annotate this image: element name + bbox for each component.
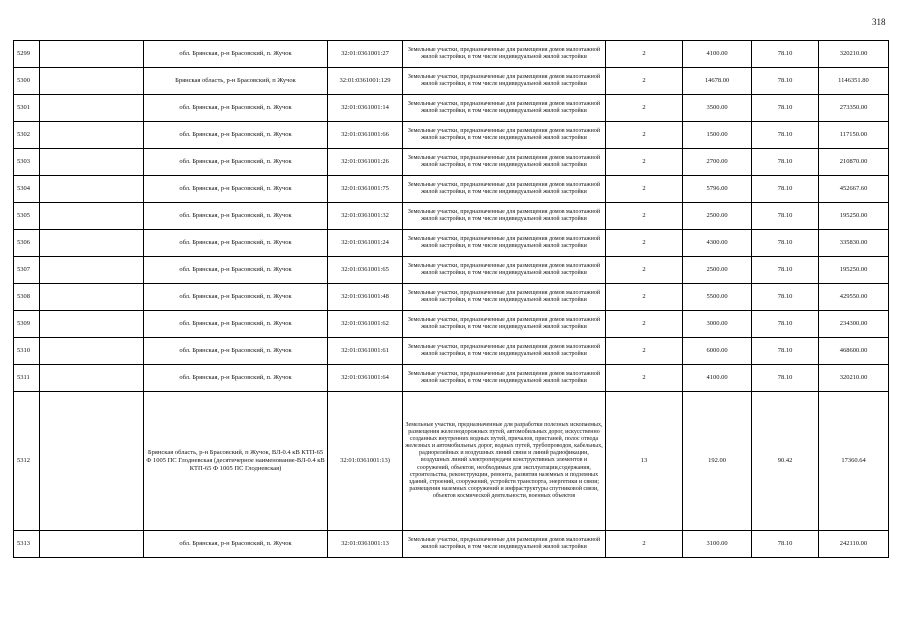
group-cell: 2 <box>606 203 683 230</box>
group-cell: 2 <box>606 311 683 338</box>
blank-cell <box>40 392 144 531</box>
cadastral-value-cell: 468600.00 <box>819 338 889 365</box>
group-cell: 2 <box>606 149 683 176</box>
group-cell: 2 <box>606 531 683 558</box>
area-cell: 4100.00 <box>683 365 752 392</box>
address-cell: обл. Брянская, р-н Брасовский, п. Жучок <box>144 41 328 68</box>
cadastral-number-cell: 32:01:0361001:24 <box>328 230 403 257</box>
area-cell: 4300.00 <box>683 230 752 257</box>
table-row <box>14 149 889 176</box>
cadastral-number-cell: 32:01:0361001:75 <box>328 176 403 203</box>
unit-value-cell: 78.10 <box>752 149 819 176</box>
address-cell: обл. Брянская, р-н Брасовский, п. Жучок <box>144 149 328 176</box>
land-use-cell: Земельные участки, предназначенные для размещения домов малоэтажной жилой застройки, в том числе индивидуальной жилой застройки <box>403 176 606 203</box>
address-cell: обл. Брянская, р-н Брасовский, п. Жучок <box>144 95 328 122</box>
table-row <box>14 68 889 95</box>
blank-cell <box>40 95 144 122</box>
address-cell: обл. Брянская, р-н Брасовский, п. Жучок <box>144 338 328 365</box>
address-cell: обл. Брянская, р-н Брасовский, п. Жучок <box>144 257 328 284</box>
address-cell: обл. Брянская, р-н Брасовский, п. Жучок <box>144 203 328 230</box>
area-cell: 3000.00 <box>683 311 752 338</box>
land-use-cell: Земельные участки, предназначенные для размещения домов малоэтажной жилой застройки, в том числе индивидуальной жилой застройки <box>403 338 606 365</box>
cadastral-number-cell: 32:01:0361001:64 <box>328 365 403 392</box>
cadastral-number-cell: 32:01:0361001:66 <box>328 122 403 149</box>
page-number: 318 <box>872 17 886 27</box>
land-use-cell: Земельные участки, предназначенные для размещения домов малоэтажной жилой застройки, в том числе индивидуальной жилой застройки <box>403 230 606 257</box>
table-row <box>14 122 889 149</box>
cadastral-value-cell: 1146351.80 <box>819 68 889 95</box>
table-row <box>14 392 889 531</box>
group-cell: 2 <box>606 365 683 392</box>
table-row <box>14 365 889 392</box>
row-number: 5302 <box>14 122 40 149</box>
table-row <box>14 284 889 311</box>
cadastral-number-cell: 32:01:0361001:65 <box>328 257 403 284</box>
blank-cell <box>40 41 144 68</box>
address-cell: обл. Брянская, р-н Брасовский, п. Жучок <box>144 176 328 203</box>
row-number: 5313 <box>14 531 40 558</box>
unit-value-cell: 78.10 <box>752 68 819 95</box>
row-number: 5299 <box>14 41 40 68</box>
table-body <box>14 41 889 558</box>
blank-cell <box>40 203 144 230</box>
area-cell: 6000.00 <box>683 338 752 365</box>
table-row <box>14 41 889 68</box>
area-cell: 14678.00 <box>683 68 752 95</box>
land-use-cell: Земельные участки, предназначенные для размещения домов малоэтажной жилой застройки, в том числе индивидуальной жилой застройки <box>403 311 606 338</box>
land-use-cell: Земельные участки, предназначенные для размещения домов малоэтажной жилой застройки, в том числе индивидуальной жилой застройки <box>403 149 606 176</box>
cadastral-value-cell: 17360.64 <box>819 392 889 531</box>
unit-value-cell: 78.10 <box>752 365 819 392</box>
land-registry-table <box>13 40 889 558</box>
group-cell: 2 <box>606 338 683 365</box>
cadastral-number-cell: 32:01:0361001:13 <box>328 531 403 558</box>
table-row <box>14 531 889 558</box>
blank-cell <box>40 365 144 392</box>
cadastral-value-cell: 195250.00 <box>819 203 889 230</box>
cadastral-number-cell: 32:01:0361001:61 <box>328 338 403 365</box>
cadastral-value-cell: 234300.00 <box>819 311 889 338</box>
unit-value-cell: 78.10 <box>752 203 819 230</box>
address-cell: обл. Брянская, р-н Брасовский, п. Жучок <box>144 365 328 392</box>
cadastral-value-cell: 320210.00 <box>819 41 889 68</box>
group-cell: 2 <box>606 41 683 68</box>
table-row <box>14 230 889 257</box>
cadastral-number-cell: 32:01:0361001:32 <box>328 203 403 230</box>
address-cell: Брянская область, р-н Брасовский, п Жучок, ВЛ-0.4 кВ КТП-65 Ф 1005 ПС Глодневская (десятичерное наименование-ВЛ-0.4 кВ КТП-65 Ф 1005 ПС Глодневская) <box>144 392 328 531</box>
address-cell: Брянская область, р-н Брасовский, п Жучок <box>144 68 328 95</box>
blank-cell <box>40 176 144 203</box>
unit-value-cell: 78.10 <box>752 95 819 122</box>
cadastral-number-cell: 32:01:0361001:14 <box>328 95 403 122</box>
table-row <box>14 311 889 338</box>
unit-value-cell: 90.42 <box>752 392 819 531</box>
address-cell: обл. Брянская, р-н Брасовский, п. Жучок <box>144 531 328 558</box>
row-number: 5309 <box>14 311 40 338</box>
area-cell: 2500.00 <box>683 257 752 284</box>
cadastral-value-cell: 195250.00 <box>819 257 889 284</box>
group-cell: 2 <box>606 122 683 149</box>
blank-cell <box>40 68 144 95</box>
group-cell: 2 <box>606 230 683 257</box>
area-cell: 5500.00 <box>683 284 752 311</box>
address-cell: обл. Брянская, р-н Брасовский, п. Жучок <box>144 122 328 149</box>
cadastral-number-cell: 32:01:0361001:13) <box>328 392 403 531</box>
blank-cell <box>40 284 144 311</box>
unit-value-cell: 78.10 <box>752 338 819 365</box>
row-number: 5305 <box>14 203 40 230</box>
unit-value-cell: 78.10 <box>752 230 819 257</box>
group-cell: 2 <box>606 284 683 311</box>
unit-value-cell: 78.10 <box>752 41 819 68</box>
row-number: 5300 <box>14 68 40 95</box>
land-use-cell: Земельные участки, предназначенные для размещения домов малоэтажной жилой застройки, в том числе индивидуальной жилой застройки <box>403 41 606 68</box>
cadastral-value-cell: 429550.00 <box>819 284 889 311</box>
cadastral-number-cell: 32:01:0361001:26 <box>328 149 403 176</box>
blank-cell <box>40 230 144 257</box>
blank-cell <box>40 257 144 284</box>
row-number: 5312 <box>14 392 40 531</box>
land-use-cell: Земельные участки, предназначенные для размещения домов малоэтажной жилой застройки, в том числе индивидуальной жилой застройки <box>403 95 606 122</box>
unit-value-cell: 78.10 <box>752 531 819 558</box>
blank-cell <box>40 122 144 149</box>
table-row <box>14 203 889 230</box>
unit-value-cell: 78.10 <box>752 176 819 203</box>
cadastral-number-cell: 32:01:0361001:62 <box>328 311 403 338</box>
group-cell: 2 <box>606 95 683 122</box>
area-cell: 1500.00 <box>683 122 752 149</box>
table-row <box>14 176 889 203</box>
blank-cell <box>40 531 144 558</box>
cadastral-value-cell: 452667.60 <box>819 176 889 203</box>
cadastral-number-cell: 32:01:0361001:129 <box>328 68 403 95</box>
blank-cell <box>40 338 144 365</box>
unit-value-cell: 78.10 <box>752 284 819 311</box>
group-cell: 2 <box>606 68 683 95</box>
area-cell: 5796.00 <box>683 176 752 203</box>
group-cell: 13 <box>606 392 683 531</box>
area-cell: 2700.00 <box>683 149 752 176</box>
area-cell: 3500.00 <box>683 95 752 122</box>
address-cell: обл. Брянская, р-н Брасовский, п. Жучок <box>144 230 328 257</box>
area-cell: 2500.00 <box>683 203 752 230</box>
cadastral-value-cell: 210870.00 <box>819 149 889 176</box>
land-use-cell: Земельные участки, предназначенные для разработки полезных ископаемых, размещения железнодорожных путей, автомобильных дорог, искусственно созданных внутренних водных путей, причалов, пристаней, полос отвода железных и автомобильных дорог, водных путей, трубопроводов, кабельных, радиорелейных и воздушных линий связи и линий радиофикации, воздушных линий электропередачи конструктивных элементов и сооружений, объектов, необходимых для эксплуатации,содержания, строительства, реконструкции, ремонта, развития наземных и подземных зданий, строений, сооружений, устройств транспорта, энергетики и связи; размещения наземных сооружений и инфраструктуры спутниковой связи, объектов космической деятельности, военных объектов <box>403 392 606 531</box>
group-cell: 2 <box>606 176 683 203</box>
cadastral-value-cell: 117150.00 <box>819 122 889 149</box>
land-use-cell: Земельные участки, предназначенные для размещения домов малоэтажной жилой застройки, в том числе индивидуальной жилой застройки <box>403 257 606 284</box>
row-number: 5303 <box>14 149 40 176</box>
row-number: 5307 <box>14 257 40 284</box>
unit-value-cell: 78.10 <box>752 257 819 284</box>
land-use-cell: Земельные участки, предназначенные для размещения домов малоэтажной жилой застройки, в том числе индивидуальной жилой застройки <box>403 68 606 95</box>
cadastral-value-cell: 320210.00 <box>819 365 889 392</box>
row-number: 5310 <box>14 338 40 365</box>
unit-value-cell: 78.10 <box>752 122 819 149</box>
land-use-cell: Земельные участки, предназначенные для размещения домов малоэтажной жилой застройки, в том числе индивидуальной жилой застройки <box>403 531 606 558</box>
area-cell: 192.00 <box>683 392 752 531</box>
unit-value-cell: 78.10 <box>752 311 819 338</box>
land-use-cell: Земельные участки, предназначенные для размещения домов малоэтажной жилой застройки, в том числе индивидуальной жилой застройки <box>403 284 606 311</box>
group-cell: 2 <box>606 257 683 284</box>
area-cell: 3100.00 <box>683 531 752 558</box>
address-cell: обл. Брянская, р-н Брасовский, п. Жучок <box>144 311 328 338</box>
row-number: 5311 <box>14 365 40 392</box>
blank-cell <box>40 311 144 338</box>
blank-cell <box>40 149 144 176</box>
land-use-cell: Земельные участки, предназначенные для размещения домов малоэтажной жилой застройки, в том числе индивидуальной жилой застройки <box>403 203 606 230</box>
row-number: 5304 <box>14 176 40 203</box>
row-number: 5308 <box>14 284 40 311</box>
table-row <box>14 257 889 284</box>
address-cell: обл. Брянская, р-н Брасовский, п. Жучок <box>144 284 328 311</box>
row-number: 5306 <box>14 230 40 257</box>
table-row <box>14 338 889 365</box>
area-cell: 4100.00 <box>683 41 752 68</box>
row-number: 5301 <box>14 95 40 122</box>
cadastral-number-cell: 32:01:0361001:48 <box>328 284 403 311</box>
land-use-cell: Земельные участки, предназначенные для размещения домов малоэтажной жилой застройки, в том числе индивидуальной жилой застройки <box>403 365 606 392</box>
land-use-cell: Земельные участки, предназначенные для размещения домов малоэтажной жилой застройки, в том числе индивидуальной жилой застройки <box>403 122 606 149</box>
cadastral-value-cell: 335830.00 <box>819 230 889 257</box>
cadastral-value-cell: 242110.00 <box>819 531 889 558</box>
cadastral-value-cell: 273350.00 <box>819 95 889 122</box>
cadastral-number-cell: 32:01:0361001:27 <box>328 41 403 68</box>
table-row <box>14 95 889 122</box>
